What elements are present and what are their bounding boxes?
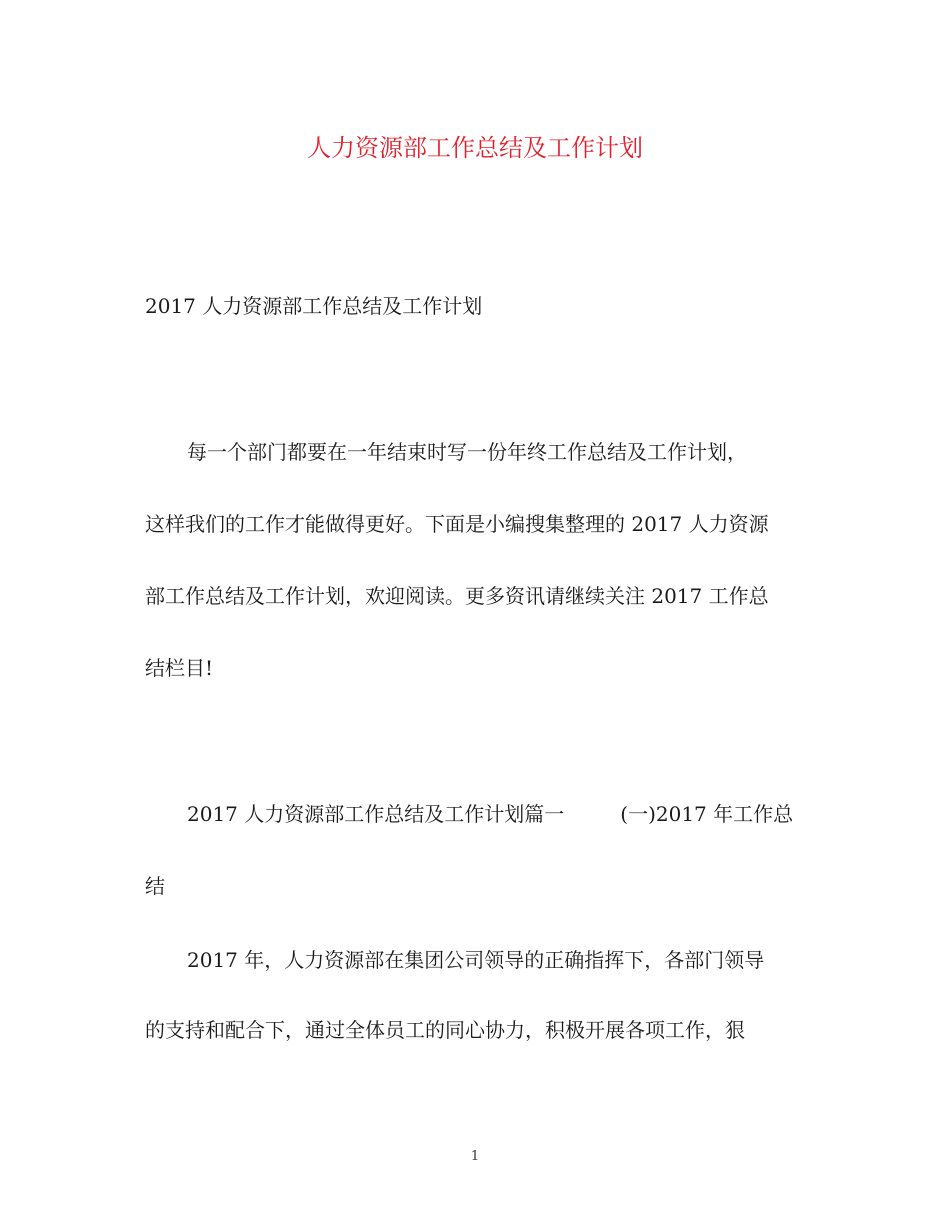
paragraph-1-line-3: 部工作总结及工作计划，欢迎阅读。更多资讯请继续关注 2017 工作总 xyxy=(145,584,769,608)
page-number: 1 xyxy=(470,1149,480,1164)
document-title: 人力资源部工作总结及工作计划 xyxy=(307,134,643,162)
section-heading-title: 2017 人力资源部工作总结及工作计划篇一 xyxy=(187,802,565,826)
document-subtitle: 2017 人力资源部工作总结及工作计划 xyxy=(145,294,483,318)
paragraph-1-line-4: 结栏目! xyxy=(145,656,214,680)
paragraph-2-line-2: 的支持和配合下，通过全体员工的同心协力，积极开展各项工作，狠 xyxy=(145,1018,745,1042)
section-heading-line-1 xyxy=(187,798,810,830)
paragraph-2-line-1: 2017 年，人力资源部在集团公司领导的正确指挥下，各部门领导 xyxy=(187,948,765,972)
paragraph-1-line-2: 这样我们的工作才能做得更好。下面是小编搜集整理的 2017 人力资源 xyxy=(145,512,769,536)
paragraph-1-line-1: 每一个部门都要在一年结束时写一份年终工作总结及工作计划， xyxy=(187,440,747,464)
section-heading-line-2: 结 xyxy=(145,874,165,898)
section-heading-subtitle: (一)2017 年工作总 xyxy=(620,802,794,826)
